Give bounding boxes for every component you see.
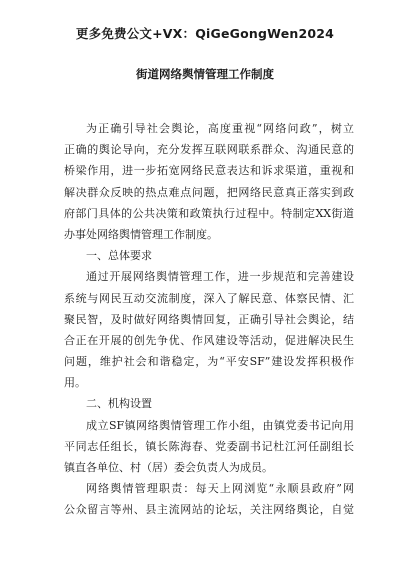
- section-heading: 一、总体要求: [86, 249, 152, 263]
- text-line: 镇直各单位、村（居）委会负责人为成员。: [64, 461, 273, 474]
- section-heading: 二、机构设置: [86, 397, 152, 411]
- text-line: 正确的舆论导向，充分发挥互联网联系群众、沟通民意的: [64, 143, 354, 157]
- text-line: 问题，维护社会和谐稳定，为“平安SF”建设发挥积极作: [64, 355, 354, 369]
- text-line: 合正在开展的创先争优、作风建设等活动，促进解决民生: [64, 333, 354, 347]
- text-line: 桥梁作用，进一步拓宽网络民意表达和诉求渠道，重视和: [64, 164, 354, 178]
- text-line: 平同志任组长，镇长陈海春、党委副书记杜江河任副组长: [64, 439, 354, 453]
- text-line: 系统与网民互动交流制度，深入了解民意、体察民情、汇: [64, 291, 354, 305]
- text-line: 成立SF镇网络舆情管理工作小组，由镇党委书记向用: [86, 418, 354, 432]
- text-line: 解决群众反映的热点难点问题，把网络民意真正落实到政: [64, 185, 354, 199]
- document-body: [64, 118, 354, 521]
- paragraph-organization: [64, 415, 354, 479]
- watermark-header: 更多免费公文+VX：QiGeGongWen2024: [75, 26, 335, 41]
- text-line: 公众留言等州、县主流网站的论坛，关注网络舆论，自觉: [64, 503, 354, 517]
- text-line: 为正确引导社会舆论，高度重视“网络问政”，树立: [86, 122, 354, 135]
- text-line: 用。: [64, 376, 86, 390]
- text-line: 通过开展网络舆情管理工作，进一步规范和完善建设: [86, 270, 354, 284]
- paragraph-intro: [64, 118, 354, 245]
- document-title: 街道网络舆情管理工作制度: [136, 67, 274, 81]
- text-line: 府部门具体的公共决策和政策执行过程中。特制定XX街道: [64, 206, 354, 220]
- text-line: 办事处网络舆情管理工作制度。: [64, 227, 218, 241]
- text-line: 网络舆情管理职责：每天上网浏览“永顺县政府”网: [86, 482, 354, 496]
- text-line: 聚民智，及时做好网络舆情回复，正确引导社会舆论，结: [64, 312, 354, 326]
- paragraph-general-requirements: [64, 266, 354, 393]
- paragraph-duties: [64, 478, 354, 520]
